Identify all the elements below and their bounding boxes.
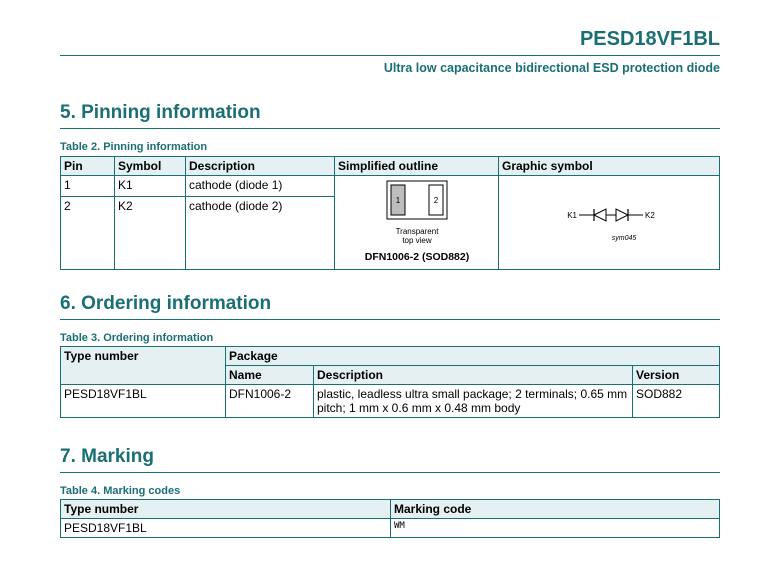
symbol-cell: K2 [115, 196, 186, 269]
col-header-type-number: Type number [61, 500, 391, 519]
col-header-type-number: Type number [61, 347, 226, 385]
table-header-row [61, 347, 720, 366]
marking-table [60, 499, 720, 538]
outline-note-line2: top view [401, 236, 432, 245]
symbol-code: sym045 [611, 235, 636, 242]
graphic-symbol-cell [499, 176, 720, 270]
col-header-version: Version [633, 366, 720, 385]
outline-cell [335, 176, 499, 270]
col-header-outline: Simplified outline [335, 157, 499, 176]
outline-note-line1: Transparent [395, 227, 438, 236]
header-rule [60, 55, 720, 56]
col-header-symbol: Symbol [115, 157, 186, 176]
package-description-cell: plastic, leadless ultra small package; 2 terminals; 0.65 mm pitch; 1 mm x 0.6 mm x 0.48 mm body [314, 385, 633, 418]
col-header-pin: Pin [61, 157, 115, 176]
type-number-cell: PESD18VF1BL [61, 519, 391, 538]
table-header-row [61, 500, 720, 519]
col-header-marking-code: Marking code [391, 500, 720, 519]
marking-code-cell: WM [391, 519, 720, 538]
col-header-name: Name [226, 366, 314, 385]
description-cell: cathode (diode 2) [186, 196, 335, 269]
package-outline-drawing [337, 176, 497, 266]
description-cell: cathode (diode 1) [186, 176, 335, 197]
section-marking-heading: 7. Marking [60, 446, 154, 467]
type-number-cell: PESD18VF1BL [61, 385, 226, 418]
section-rule [60, 128, 720, 129]
col-header-description: Description [314, 366, 633, 385]
product-title: PESD18VF1BL [579, 28, 720, 50]
product-subtitle: Ultra low capacitance bidirectional ESD protection diode [383, 61, 720, 75]
table4-caption: Table 4. Marking codes [60, 485, 181, 497]
col-header-description: Description [186, 157, 335, 176]
pad-1-label: 1 [395, 196, 400, 205]
table-row [61, 176, 720, 197]
section-pinning-heading: 5. Pinning information [60, 102, 261, 123]
diode-symbol-drawing [502, 176, 717, 266]
table-row [61, 519, 720, 538]
table-row [61, 385, 720, 418]
pin-cell: 1 [61, 176, 115, 197]
table2-caption: Table 2. Pinning information [60, 141, 208, 153]
ordering-table [60, 346, 720, 418]
table3-caption: Table 3. Ordering information [60, 332, 214, 344]
pad-2-label: 2 [433, 196, 438, 205]
col-header-graphic-symbol: Graphic symbol [499, 157, 720, 176]
package-name: DFN1006-2 (SOD882) [364, 251, 469, 263]
section-ordering-heading: 6. Ordering information [60, 293, 272, 314]
package-version-cell: SOD882 [633, 385, 720, 418]
k2-terminal-label: K2 [644, 211, 655, 220]
symbol-cell: K1 [115, 176, 186, 197]
pinning-table [60, 156, 720, 270]
table-header-row [61, 157, 720, 176]
section-rule [60, 472, 720, 473]
col-header-package: Package [226, 347, 720, 366]
k1-terminal-label: K1 [566, 211, 577, 220]
package-name-cell: DFN1006-2 [226, 385, 314, 418]
section-rule [60, 319, 720, 320]
pin-cell: 2 [61, 196, 115, 269]
